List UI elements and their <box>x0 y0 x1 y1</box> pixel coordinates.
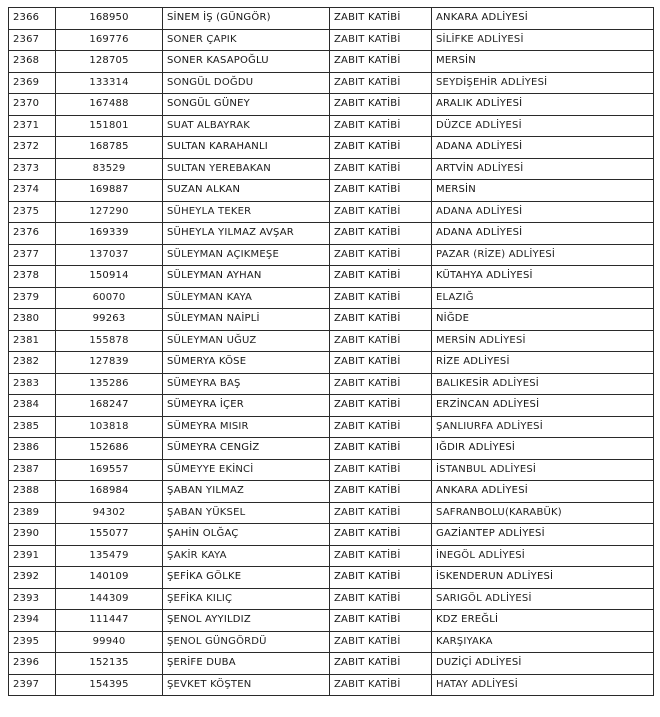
table-row <box>9 373 654 395</box>
registry-number-cell: 152135 <box>56 653 163 675</box>
table-row <box>9 524 654 546</box>
job-title-cell: ZABIT KATİBİ <box>330 481 432 503</box>
full-name-cell: ŞENOL AYYILDIZ <box>163 610 330 632</box>
table-row <box>9 309 654 331</box>
job-title-cell: ZABIT KATİBİ <box>330 352 432 374</box>
row-number-cell: 2377 <box>9 244 56 266</box>
full-name-cell: SÜMEYRA MISIR <box>163 416 330 438</box>
registry-number-cell: 150914 <box>56 266 163 288</box>
registry-number-cell: 135479 <box>56 545 163 567</box>
job-title-cell: ZABIT KATİBİ <box>330 201 432 223</box>
courthouse-cell: SİLİFKE ADLİYESİ <box>432 29 654 51</box>
personnel-table <box>8 7 654 696</box>
registry-number-cell: 83529 <box>56 158 163 180</box>
full-name-cell: ŞEFİKA KILIÇ <box>163 588 330 610</box>
job-title-cell: ZABIT KATİBİ <box>330 416 432 438</box>
full-name-cell: SUAT ALBAYRAK <box>163 115 330 137</box>
table-row <box>9 481 654 503</box>
courthouse-cell: IĞDIR ADLİYESİ <box>432 438 654 460</box>
row-number-cell: 2393 <box>9 588 56 610</box>
full-name-cell: SÜLEYMAN AÇIKMEŞE <box>163 244 330 266</box>
registry-number-cell: 155077 <box>56 524 163 546</box>
table-row <box>9 631 654 653</box>
courthouse-cell: MERSİN <box>432 51 654 73</box>
full-name-cell: ŞABAN YÜKSEL <box>163 502 330 524</box>
full-name-cell: ŞAHİN OLĞAÇ <box>163 524 330 546</box>
job-title-cell: ZABIT KATİBİ <box>330 524 432 546</box>
job-title-cell: ZABIT KATİBİ <box>330 72 432 94</box>
registry-number-cell: 169557 <box>56 459 163 481</box>
job-title-cell: ZABIT KATİBİ <box>330 610 432 632</box>
registry-number-cell: 169776 <box>56 29 163 51</box>
registry-number-cell: 152686 <box>56 438 163 460</box>
job-title-cell: ZABIT KATİBİ <box>330 502 432 524</box>
courthouse-cell: RİZE ADLİYESİ <box>432 352 654 374</box>
full-name-cell: SÜLEYMAN NAİPLİ <box>163 309 330 331</box>
courthouse-cell: ANKARA ADLİYESİ <box>432 481 654 503</box>
row-number-cell: 2396 <box>9 653 56 675</box>
table-row <box>9 244 654 266</box>
table-row <box>9 502 654 524</box>
courthouse-cell: İSTANBUL ADLİYESİ <box>432 459 654 481</box>
registry-number-cell: 99263 <box>56 309 163 331</box>
full-name-cell: ŞEFİKA GÖLKE <box>163 567 330 589</box>
registry-number-cell: 127839 <box>56 352 163 374</box>
courthouse-cell: DUZİÇİ ADLİYESİ <box>432 653 654 675</box>
job-title-cell: ZABIT KATİBİ <box>330 395 432 417</box>
registry-number-cell: 94302 <box>56 502 163 524</box>
job-title-cell: ZABIT KATİBİ <box>330 94 432 116</box>
table-row <box>9 459 654 481</box>
table-row <box>9 352 654 374</box>
table-row <box>9 395 654 417</box>
registry-number-cell: 154395 <box>56 674 163 696</box>
row-number-cell: 2381 <box>9 330 56 352</box>
full-name-cell: SONGÜL DOĞDU <box>163 72 330 94</box>
row-number-cell: 2382 <box>9 352 56 374</box>
courthouse-cell: ARTVİN ADLİYESİ <box>432 158 654 180</box>
full-name-cell: SÜHEYLA TEKER <box>163 201 330 223</box>
table-row <box>9 201 654 223</box>
registry-number-cell: 155878 <box>56 330 163 352</box>
job-title-cell: ZABIT KATİBİ <box>330 158 432 180</box>
registry-number-cell: 169887 <box>56 180 163 202</box>
table-row <box>9 287 654 309</box>
courthouse-cell: SAFRANBOLU(KARABÜK) <box>432 502 654 524</box>
job-title-cell: ZABIT KATİBİ <box>330 373 432 395</box>
job-title-cell: ZABIT KATİBİ <box>330 29 432 51</box>
row-number-cell: 2397 <box>9 674 56 696</box>
table-row <box>9 610 654 632</box>
row-number-cell: 2372 <box>9 137 56 159</box>
job-title-cell: ZABIT KATİBİ <box>330 545 432 567</box>
job-title-cell: ZABIT KATİBİ <box>330 115 432 137</box>
row-number-cell: 2375 <box>9 201 56 223</box>
row-number-cell: 2380 <box>9 309 56 331</box>
job-title-cell: ZABIT KATİBİ <box>330 137 432 159</box>
full-name-cell: SÜMEYRA CENGİZ <box>163 438 330 460</box>
job-title-cell: ZABIT KATİBİ <box>330 309 432 331</box>
courthouse-cell: KARŞIYAKA <box>432 631 654 653</box>
registry-number-cell: 151801 <box>56 115 163 137</box>
row-number-cell: 2368 <box>9 51 56 73</box>
table-row <box>9 588 654 610</box>
row-number-cell: 2383 <box>9 373 56 395</box>
registry-number-cell: 128705 <box>56 51 163 73</box>
row-number-cell: 2371 <box>9 115 56 137</box>
row-number-cell: 2379 <box>9 287 56 309</box>
registry-number-cell: 168984 <box>56 481 163 503</box>
job-title-cell: ZABIT KATİBİ <box>330 223 432 245</box>
registry-number-cell: 168950 <box>56 8 163 30</box>
full-name-cell: SÜLEYMAN UĞUZ <box>163 330 330 352</box>
registry-number-cell: 140109 <box>56 567 163 589</box>
table-row <box>9 137 654 159</box>
registry-number-cell: 144309 <box>56 588 163 610</box>
job-title-cell: ZABIT KATİBİ <box>330 51 432 73</box>
row-number-cell: 2388 <box>9 481 56 503</box>
courthouse-cell: ADANA ADLİYESİ <box>432 223 654 245</box>
registry-number-cell: 127290 <box>56 201 163 223</box>
full-name-cell: SONGÜL GÜNEY <box>163 94 330 116</box>
job-title-cell: ZABIT KATİBİ <box>330 8 432 30</box>
row-number-cell: 2392 <box>9 567 56 589</box>
job-title-cell: ZABIT KATİBİ <box>330 244 432 266</box>
courthouse-cell: ELAZIĞ <box>432 287 654 309</box>
full-name-cell: ŞENOL GÜNGÖRDÜ <box>163 631 330 653</box>
courthouse-cell: ŞANLIURFA ADLİYESİ <box>432 416 654 438</box>
courthouse-cell: NİĞDE <box>432 309 654 331</box>
registry-number-cell: 167488 <box>56 94 163 116</box>
courthouse-cell: ADANA ADLİYESİ <box>432 137 654 159</box>
full-name-cell: ŞAKİR KAYA <box>163 545 330 567</box>
row-number-cell: 2386 <box>9 438 56 460</box>
job-title-cell: ZABIT KATİBİ <box>330 631 432 653</box>
row-number-cell: 2378 <box>9 266 56 288</box>
job-title-cell: ZABIT KATİBİ <box>330 438 432 460</box>
table-row <box>9 438 654 460</box>
full-name-cell: SİNEM İŞ (GÜNGÖR) <box>163 8 330 30</box>
registry-number-cell: 168785 <box>56 137 163 159</box>
registry-number-cell: 168247 <box>56 395 163 417</box>
courthouse-cell: BALIKESİR ADLİYESİ <box>432 373 654 395</box>
table-row <box>9 223 654 245</box>
full-name-cell: SONER ÇAPIK <box>163 29 330 51</box>
row-number-cell: 2385 <box>9 416 56 438</box>
row-number-cell: 2387 <box>9 459 56 481</box>
row-number-cell: 2374 <box>9 180 56 202</box>
job-title-cell: ZABIT KATİBİ <box>330 180 432 202</box>
registry-number-cell: 111447 <box>56 610 163 632</box>
registry-number-cell: 137037 <box>56 244 163 266</box>
table-row <box>9 94 654 116</box>
courthouse-cell: İNEGÖL ADLİYESİ <box>432 545 654 567</box>
row-number-cell: 2376 <box>9 223 56 245</box>
full-name-cell: SUZAN ALKAN <box>163 180 330 202</box>
table-row <box>9 72 654 94</box>
registry-number-cell: 60070 <box>56 287 163 309</box>
full-name-cell: SONER KASAPOĞLU <box>163 51 330 73</box>
table-row <box>9 180 654 202</box>
job-title-cell: ZABIT KATİBİ <box>330 674 432 696</box>
registry-number-cell: 169339 <box>56 223 163 245</box>
courthouse-cell: MERSİN ADLİYESİ <box>432 330 654 352</box>
table-row <box>9 330 654 352</box>
table-row <box>9 416 654 438</box>
courthouse-cell: İSKENDERUN ADLİYESİ <box>432 567 654 589</box>
full-name-cell: SÜHEYLA YILMAZ AVŞAR <box>163 223 330 245</box>
table-row <box>9 115 654 137</box>
registry-number-cell: 135286 <box>56 373 163 395</box>
table-row <box>9 51 654 73</box>
courthouse-cell: ANKARA ADLİYESİ <box>432 8 654 30</box>
registry-number-cell: 133314 <box>56 72 163 94</box>
job-title-cell: ZABIT KATİBİ <box>330 287 432 309</box>
job-title-cell: ZABIT KATİBİ <box>330 588 432 610</box>
row-number-cell: 2389 <box>9 502 56 524</box>
courthouse-cell: ERZİNCAN ADLİYESİ <box>432 395 654 417</box>
table-row <box>9 158 654 180</box>
row-number-cell: 2369 <box>9 72 56 94</box>
full-name-cell: ŞEVKET KÖŞTEN <box>163 674 330 696</box>
row-number-cell: 2370 <box>9 94 56 116</box>
table-row <box>9 266 654 288</box>
courthouse-cell: KÜTAHYA ADLİYESİ <box>432 266 654 288</box>
courthouse-cell: MERSİN <box>432 180 654 202</box>
full-name-cell: SÜMEYYE EKİNCİ <box>163 459 330 481</box>
full-name-cell: SÜLEYMAN KAYA <box>163 287 330 309</box>
registry-number-cell: 103818 <box>56 416 163 438</box>
job-title-cell: ZABIT KATİBİ <box>330 653 432 675</box>
personnel-table-body <box>9 8 654 696</box>
full-name-cell: SÜLEYMAN AYHAN <box>163 266 330 288</box>
row-number-cell: 2391 <box>9 545 56 567</box>
table-row <box>9 545 654 567</box>
full-name-cell: ŞERİFE DUBA <box>163 653 330 675</box>
courthouse-cell: PAZAR (RİZE) ADLİYESİ <box>432 244 654 266</box>
row-number-cell: 2367 <box>9 29 56 51</box>
full-name-cell: SULTAN YEREBAKAN <box>163 158 330 180</box>
job-title-cell: ZABIT KATİBİ <box>330 330 432 352</box>
table-row <box>9 567 654 589</box>
courthouse-cell: KDZ EREĞLİ <box>432 610 654 632</box>
courthouse-cell: DÜZCE ADLİYESİ <box>432 115 654 137</box>
table-row <box>9 8 654 30</box>
job-title-cell: ZABIT KATİBİ <box>330 266 432 288</box>
courthouse-cell: HATAY ADLİYESİ <box>432 674 654 696</box>
row-number-cell: 2373 <box>9 158 56 180</box>
full-name-cell: SULTAN KARAHANLI <box>163 137 330 159</box>
row-number-cell: 2384 <box>9 395 56 417</box>
courthouse-cell: GAZİANTEP ADLİYESİ <box>432 524 654 546</box>
full-name-cell: SÜMEYRA BAŞ <box>163 373 330 395</box>
full-name-cell: SÜMEYRA İÇER <box>163 395 330 417</box>
row-number-cell: 2395 <box>9 631 56 653</box>
job-title-cell: ZABIT KATİBİ <box>330 459 432 481</box>
courthouse-cell: SEYDİŞEHİR ADLİYESİ <box>432 72 654 94</box>
full-name-cell: ŞABAN YILMAZ <box>163 481 330 503</box>
table-row <box>9 29 654 51</box>
courthouse-cell: ADANA ADLİYESİ <box>432 201 654 223</box>
row-number-cell: 2390 <box>9 524 56 546</box>
registry-number-cell: 99940 <box>56 631 163 653</box>
table-row <box>9 653 654 675</box>
row-number-cell: 2366 <box>9 8 56 30</box>
courthouse-cell: SARIGÖL ADLİYESİ <box>432 588 654 610</box>
courthouse-cell: ARALIK ADLİYESİ <box>432 94 654 116</box>
full-name-cell: SÜMERYA KÖSE <box>163 352 330 374</box>
table-row <box>9 674 654 696</box>
row-number-cell: 2394 <box>9 610 56 632</box>
job-title-cell: ZABIT KATİBİ <box>330 567 432 589</box>
